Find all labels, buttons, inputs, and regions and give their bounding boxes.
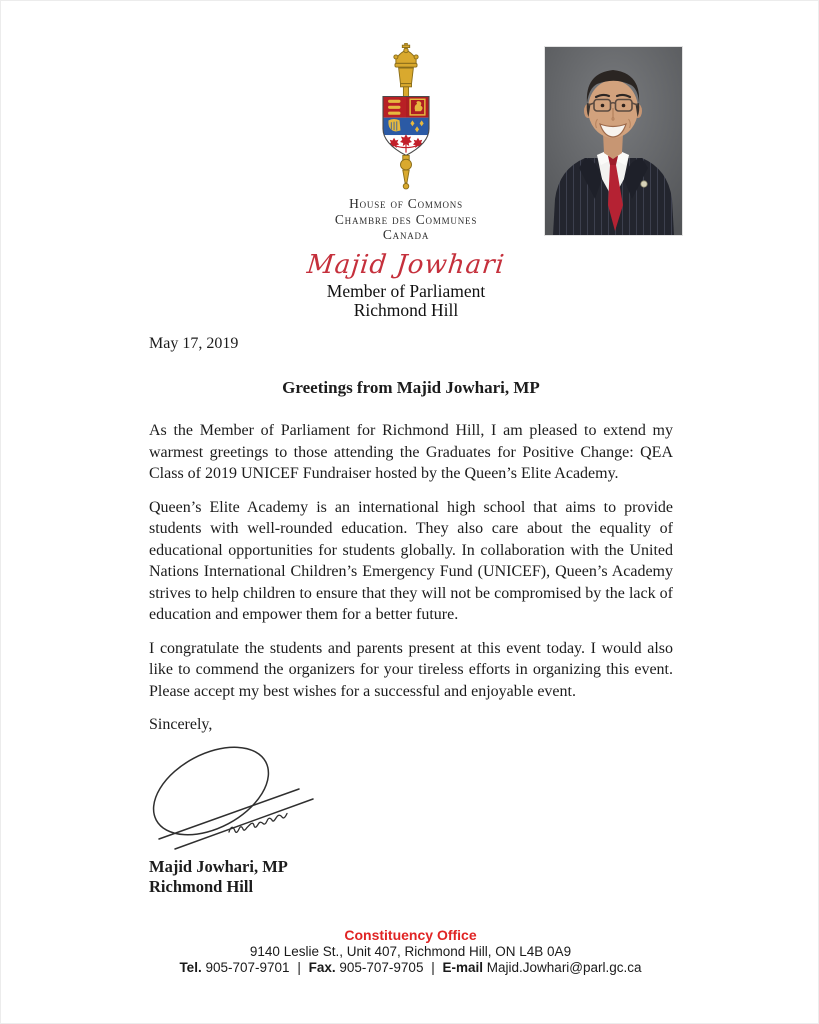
tel-label: Tel.: [179, 960, 202, 975]
email-value: Majid.Jowhari@parl.gc.ca: [486, 960, 642, 975]
handwritten-signature-icon: [149, 739, 374, 857]
org-name-english: House of Commons: [349, 196, 463, 211]
office-address: 9140 Leslie St., Unit 407, Richmond Hill, ON L4B 0A9: [249, 943, 572, 959]
letter-date: May 17, 2019: [149, 335, 239, 352]
paragraph-3: I congratulate the students and parents present at this event today. I would also like to commend the organizers for your tireless efforts in organizing this event. Please accept my best wishes for a successful and enjoyable event.: [149, 639, 673, 700]
org-country: Canada: [382, 227, 430, 242]
separator: |: [431, 960, 435, 975]
org-name-french: Chambre des Communes: [334, 211, 478, 227]
letter-body: [149, 333, 673, 897]
fax-label: Fax.: [308, 960, 336, 975]
signer-name: Majid Jowhari, MP: [149, 856, 288, 876]
mp-role: Member of Parliament: [326, 280, 486, 301]
mp-riding: Richmond Hill: [353, 300, 459, 320]
letter-footer: [1, 927, 819, 977]
closing-salutation: Sincerely,: [149, 716, 213, 733]
paragraph-2: Queen’s Elite Academy is an international high school that aims to provide students with well-rounded education. They also care about the equality of educational opportunities for students globally. In collaboration with the United Nations International Children’s Emergency Fund (UNICEF), Queen’s Academy strives to help children to ensure that they will not be compromised by the lack of education and empower them for a better future.: [149, 498, 673, 623]
house-of-commons-crest-icon: [360, 43, 452, 196]
contact-line: [1, 960, 819, 977]
letterhead: [1, 43, 811, 321]
mp-portrait-photo: [545, 47, 682, 235]
mp-script-name: Majid Jowhari: [305, 249, 507, 280]
letter-title: Greetings from Majid Jowhari, MP: [282, 377, 540, 397]
paragraph-1: As the Member of Parliament for Richmond Hill, I am pleased to extend my warmest greetings to those attending the Graduates for Positive Change: QEA Class of 2019 UNICEF Fundraiser hosted by the Queen’s Elite Academy.: [149, 422, 673, 482]
email-label: E-mail: [442, 960, 484, 975]
tel-value: 905-707-9701: [205, 960, 290, 975]
fax-value: 905-707-9705: [339, 960, 424, 975]
separator: |: [297, 960, 301, 975]
constituency-office-title: Constituency Office: [344, 927, 477, 943]
signer-riding: Richmond Hill: [149, 876, 254, 896]
